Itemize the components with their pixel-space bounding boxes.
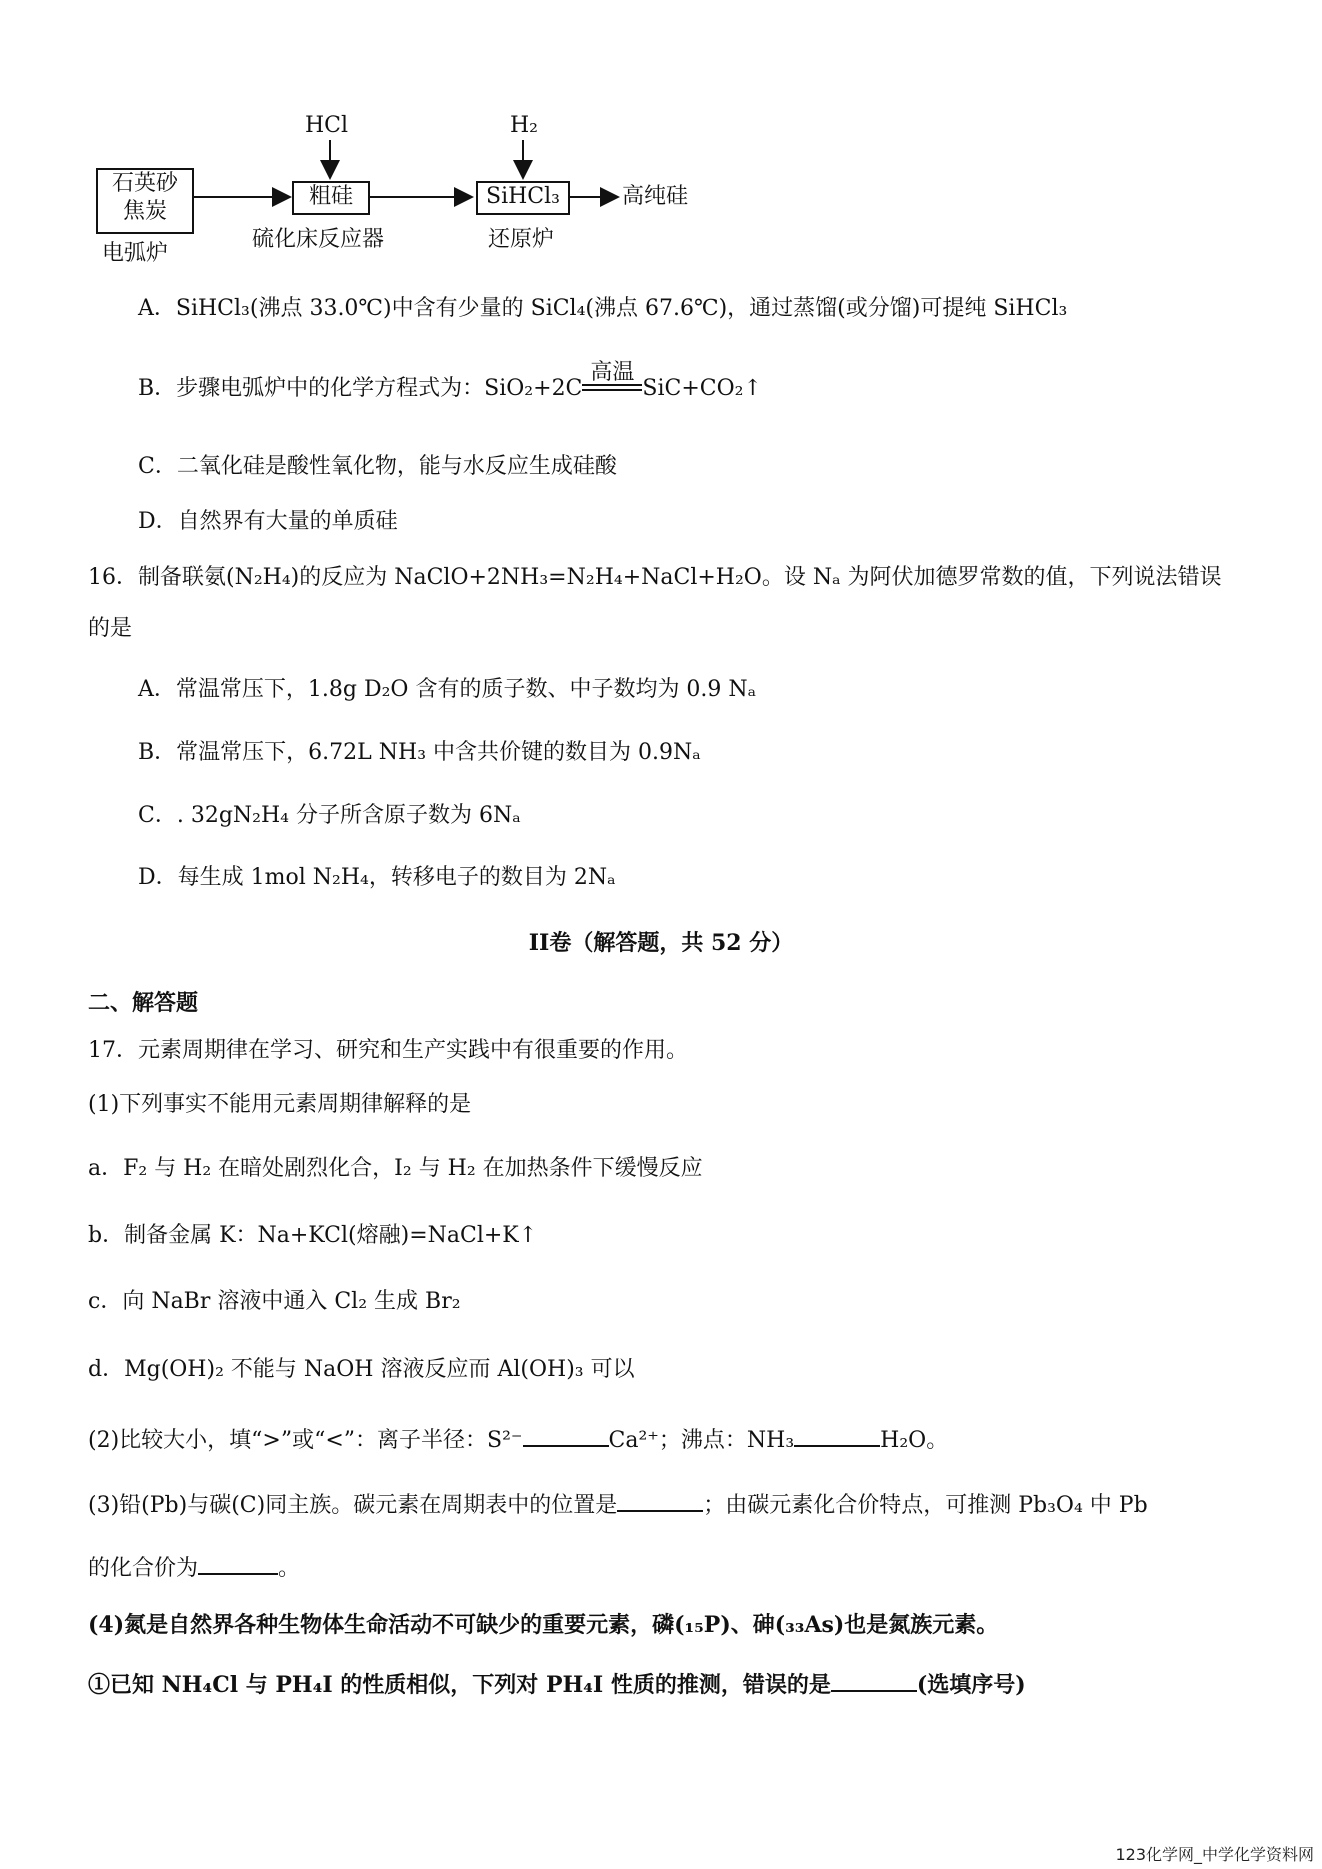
q17-part3-text-c: 的化合价为	[88, 1556, 199, 1581]
answer-blank-boiling-point[interactable]	[794, 1423, 880, 1447]
flow-label-arc-furnace: 电弧炉	[102, 241, 169, 266]
q17-part3-text-a: (3)铅(Pb)与碳(C)同主族。碳元素在周期表中的位置是	[88, 1493, 618, 1518]
q17-choice-d: d．Mg(OH)₂ 不能与 NaOH 溶液反应而 Al(OH)₃ 可以	[88, 1357, 635, 1382]
q17-part4-1	[88, 1668, 1026, 1700]
q17-part4-1-note: (选填序号)	[916, 1672, 1026, 1698]
q17-part4-1-text: ①已知 NH₄Cl 与 PH₄I 的性质相似，下列对 PH₄I 性质的推测，错误的是	[88, 1672, 831, 1698]
answer-blank-carbon-position[interactable]	[617, 1488, 703, 1512]
answer-blank-ph4i[interactable]	[831, 1668, 917, 1692]
reaction-condition-label: 高温	[590, 360, 635, 385]
flow-box-crude-si: 粗硅	[292, 181, 370, 215]
q17-choice-a: a．F₂ 与 H₂ 在暗处剧烈化合，I₂ 与 H₂ 在加热条件下缓慢反应	[88, 1156, 703, 1181]
q17-choice-b: b．制备金属 K：Na+KCl(熔融)=NaCl+K↑	[88, 1223, 538, 1248]
section-heading: 二、解答题	[88, 990, 199, 1016]
flow-label-reduction-furnace: 还原炉	[488, 227, 555, 252]
q16-option-c: C．. 32gN₂H₄ 分子所含原子数为 6Nₐ	[138, 803, 521, 828]
q15-option-b-products: SiC+CO₂↑	[642, 376, 762, 401]
q16-stem-cont: 的是	[88, 616, 133, 641]
q17-part2	[88, 1423, 948, 1456]
footer-watermark: 123化学网_中学化学资料网	[1115, 1845, 1314, 1864]
flow-box-raw-line1: 石英砂	[111, 171, 178, 196]
reaction-condition	[582, 360, 642, 395]
q17-part2-text-b: Ca²⁺；沸点：NH₃	[608, 1428, 795, 1453]
flow-arrows	[0, 0, 1322, 260]
flow-box-raw-line2: 焦炭	[122, 199, 167, 224]
q17-choice-c: c．向 NaBr 溶液中通入 Cl₂ 生成 Br₂	[88, 1289, 461, 1314]
q15-option-b	[138, 360, 762, 404]
q17-part3-text-b: ；由碳元素化合价特点，可推测 Pb₃O₄ 中 Pb	[703, 1493, 1148, 1518]
q16-option-a: A．常温常压下，1.8g D₂O 含有的质子数、中子数均为 0.9 Nₐ	[138, 677, 757, 702]
q15-option-d: D．自然界有大量的单质硅	[138, 509, 398, 534]
q15-option-c: C．二氧化硅是酸性氧化物，能与水反应生成硅酸	[138, 454, 617, 479]
flow-product: 高纯硅	[622, 184, 689, 209]
flow-box-raw	[96, 168, 194, 234]
q17-part2-text-c: H₂O。	[880, 1428, 949, 1453]
q17-part2-text-a: (2)比较大小，填“>”或“<”：离子半径：S²⁻	[88, 1428, 523, 1453]
q15-option-b-text: B．步骤电弧炉中的化学方程式为：SiO₂+2C	[138, 376, 583, 401]
q17-stem: 17．元素周期律在学习、研究和生产实践中有很重要的作用。	[88, 1038, 688, 1063]
q16-stem: 16．制备联氨(N₂H₄)的反应为 NaClO+2NH₃=N₂H₄+NaCl+H₂O。设 Nₐ 为阿伏加德罗常数的值，下列说法错误	[88, 565, 1222, 590]
flow-input-hcl: HCl	[305, 113, 349, 138]
q16-option-b: B．常温常压下，6.72L NH₃ 中含共价键的数目为 0.9Nₐ	[138, 740, 701, 765]
answer-blank-ion-radius[interactable]	[523, 1423, 609, 1447]
q17-part3-text-d: 。	[278, 1556, 301, 1581]
answer-blank-pb-valence[interactable]	[198, 1551, 278, 1575]
q15-option-a: A．SiHCl₃(沸点 33.0℃)中含有少量的 SiCl₄(沸点 67.6℃)，通过蒸馏(或分馏)可提纯 SiHCl₃	[138, 296, 1068, 321]
q16-option-d: D．每生成 1mol N₂H₄，转移电子的数目为 2Nₐ	[138, 865, 616, 890]
section-title: II卷（解答题，共 52 分）	[528, 930, 794, 956]
flow-label-bed-reactor: 硫化床反应器	[252, 227, 385, 252]
flow-input-h2: H₂	[510, 113, 539, 138]
q17-part1: (1)下列事实不能用元素周期律解释的是	[88, 1092, 472, 1117]
q17-part3-cont	[88, 1551, 300, 1584]
q17-part3	[88, 1488, 1148, 1521]
flow-box-sihcl3: SiHCl₃	[476, 181, 570, 215]
q17-part4: (4)氮是自然界各种生物体生命活动不可缺少的重要元素，磷(₁₅P)、砷(₃₃As)也是氮族元素。	[88, 1612, 999, 1638]
